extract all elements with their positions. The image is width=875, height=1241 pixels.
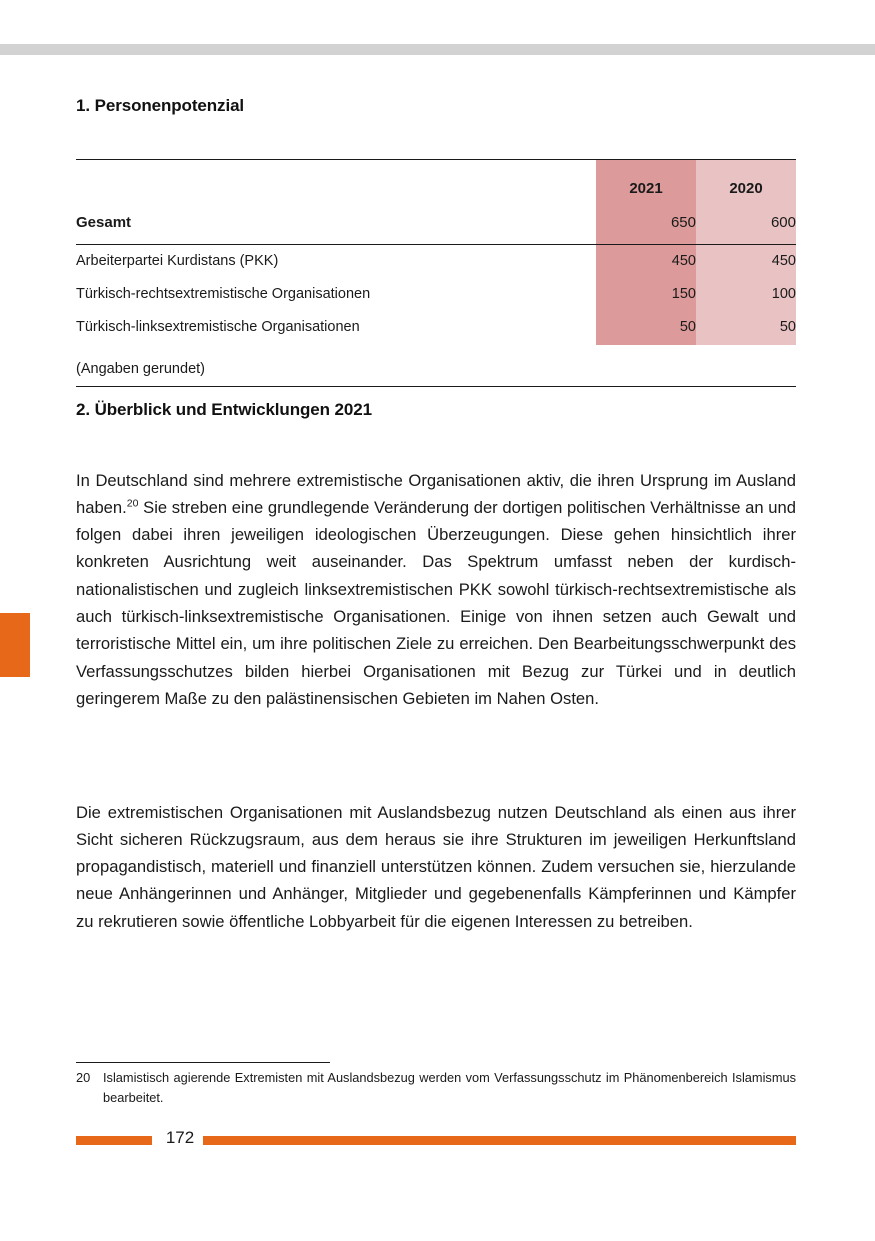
footnote-text: Islamistisch agierende Extremisten mit Auslandsbezug werden vom Verfassungsschutz im Phänomenbereich Islamismus bearbeitet. (103, 1070, 796, 1105)
page-number: 172 (165, 1128, 195, 1147)
table-row (76, 245, 796, 279)
footnote-separator (76, 1062, 330, 1063)
paragraph-1 (76, 467, 796, 713)
row-2020-value: 450 (696, 245, 796, 279)
total-2020-value: 600 (696, 210, 796, 245)
table-note-spacer-2020 (696, 345, 796, 387)
table-header-row (76, 160, 796, 211)
personenpotenzial-table-container (76, 159, 796, 387)
page-title: 1. Personenpotenzial (76, 96, 245, 115)
table-row (76, 278, 796, 311)
total-label: Gesamt (76, 210, 596, 245)
row-2021-value: 450 (596, 245, 696, 279)
row-2020-value: 100 (696, 278, 796, 311)
personenpotenzial-table (76, 159, 796, 387)
section-2-title: 2. Überblick und Entwicklungen 2021 (76, 400, 372, 419)
table-note: (Angaben gerundet) (76, 345, 596, 387)
section-1-heading-container (76, 96, 244, 116)
chapter-side-tab (0, 613, 30, 677)
table-header-2021: 2021 (596, 160, 696, 211)
table-row-total (76, 210, 796, 245)
footnote-reference-20[interactable]: 20 (126, 497, 139, 510)
total-2021-value: 650 (596, 210, 696, 245)
footnote-number: 20 (76, 1070, 91, 1085)
footer-bar-right (203, 1136, 796, 1145)
paragraph-2: Die extremistischen Organisationen mit Auslandsbezug nutzen Deutschland als einen aus ihrer Sicht sicheren Rückzugsraum, aus dem heraus sie ihre Strukturen im jeweiligen Herkunftsland propagandistisch, materiell und finanziell unterstützen können. Zudem versuchen sie, hierzulande neue Anhängerinnen und Anhänger, Mitglieder und gegebenenfalls Kämpferinnen und Kämpfer zu rekrutieren sowie öffentliche Lobbyarbeit für die eigenen Interessen zu betreiben. (76, 802, 796, 931)
paragraph-1-part-a: In Deutschland sind mehrere extremistische Organisationen aktiv, die ihren Ursprung im Ausland haben. (76, 470, 796, 517)
footer-bar-left (76, 1136, 152, 1145)
table-row (76, 311, 796, 345)
table-note-spacer-2021 (596, 345, 696, 387)
table-header-blank (76, 160, 596, 211)
paragraph-1-part-b: Sie streben eine grundlegende Veränderung der dortigen politischen Verhältnisse an und folgen dabei ihren jeweiligen ideologischen Überzeugungen. Diese gehen hinsichtlich ihrer konkreten Ausrichtung weit auseinander. Das Spektrum umfasst neben der kurdisch-nationalistischen und zugleich linksextremistischen PKK sowohl türkisch-rechtsextremistische als auch türkisch-linksextremistische Organisationen. Einige von ihnen setzen auch Gewalt und terroristische Mittel ein, um ihre politischen Ziele zu erreichen. Den Bearbeitungsschwerpunkt des Verfassungsschutzes bilden hierbei Organisationen mit Bezug zur Türkei und in deutlich geringerem Maße zu den palästinensischen Gebieten im Nahen Osten. (76, 497, 796, 708)
row-2020-value: 50 (696, 311, 796, 345)
row-2021-value: 150 (596, 278, 696, 311)
table-header-2020: 2020 (696, 160, 796, 211)
footnote-block (76, 1068, 796, 1107)
row-2021-value: 50 (596, 311, 696, 345)
row-label: Türkisch-rechtsextremistische Organisationen (76, 285, 371, 302)
section-2-heading-container (76, 400, 372, 420)
row-label: Arbeiterpartei Kurdistans (PKK) (76, 252, 279, 269)
row-label: Türkisch-linksextremistische Organisationen (76, 319, 360, 335)
table-note-row (76, 345, 796, 387)
top-decorative-band (0, 44, 875, 55)
